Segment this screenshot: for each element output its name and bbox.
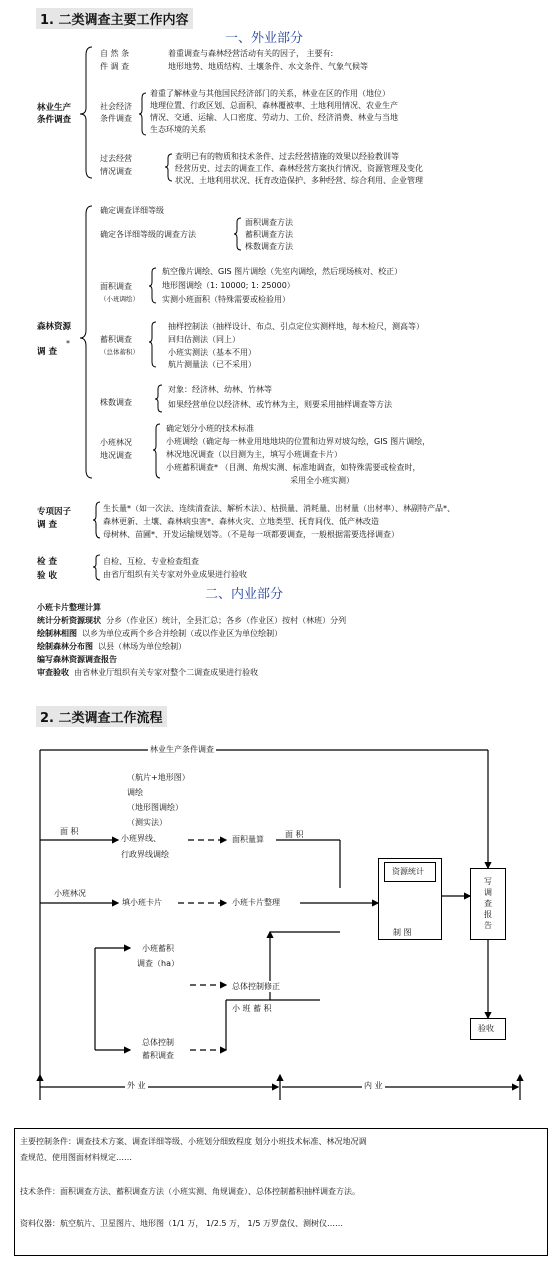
vol-label-2: （总体蓄积） [100, 348, 139, 356]
vol-line: 小班实测法（基本不用） [168, 348, 256, 357]
past-line: 经营历史、过去的调查工作、森林经营方案执行情况、资源管理及变化 [175, 164, 423, 173]
resource-label-2: 调 查 [37, 347, 57, 357]
area-label-2: （小班调绘） [100, 295, 139, 303]
inner-item: 审查验收 由省林业厅组织有关专家对整个二调查成果进行验收 [37, 668, 259, 677]
note-line: 查规范、使用图面材料规定…… [20, 1153, 132, 1162]
map-label: 制 图 [393, 928, 412, 937]
natural-label: 自 然 条 [100, 49, 130, 58]
sub-line: 采用全小班实测） [290, 476, 354, 485]
special-label: 专项因子 [37, 507, 72, 517]
inner-item: 统计分析资源现状 分乡（作业区）统计，全县汇总；各乡（作业区）按村（林班）分列 [37, 616, 347, 625]
past-line: 状况、土地利用状况、抚育改造保护、多种经营、综合利用、企业管理 [175, 176, 423, 185]
forest-cond-label-2: 条件调查 [37, 115, 72, 125]
area-node: 面 积 [60, 827, 79, 836]
photo-line: （地形图调绘） [127, 803, 183, 812]
total-ctrl-line: 总体控制 [142, 1038, 174, 1047]
check-label-2: 验 收 [37, 571, 57, 581]
inner-item: 编写森林资源调查报告 [37, 655, 117, 664]
area-line: 地形图调绘（1: 10000; 1: 25000） [162, 281, 295, 290]
special-line: 森林更新、土壤、森林病虫害*、森林火灾、立地类型、抚育间伐、低产林改造 [103, 517, 379, 526]
total-fix-node: 总体控制修正 [232, 982, 280, 991]
photo-line: 行政界线调绘 [121, 850, 169, 859]
section1-title: 1. 二类调查主要工作内容 [36, 8, 193, 29]
section2-title: 2. 二类调查工作流程 [36, 706, 167, 727]
special-line: 生长量*（如一次法、连续清查法、解析木法）、枯损量、消耗量、出材量（出材率）、林副特产品*、 [103, 504, 455, 513]
forest-cond-label: 林业生产 [37, 103, 72, 113]
sub-label-2: 地况调查 [100, 451, 132, 460]
sub-line: 林况地况调查（以目测为主，填写小班调查卡片） [166, 450, 342, 459]
method-item: 株数调查方法 [245, 242, 293, 251]
grade-line: 确定调查详细等级 [100, 206, 164, 215]
area-small-label: 面 积 [285, 830, 304, 839]
area-line: 实测小班面积（特殊需要或检验用） [162, 295, 290, 304]
count-line: 对象：经济林、幼林、竹林等 [168, 385, 272, 394]
check-line: 自检、互检、专业检查组查 [103, 557, 199, 566]
photo-line: 调绘 [127, 788, 143, 797]
social-label: 社会经济 [100, 102, 132, 111]
report-label: 写 调 查 报 告 [484, 877, 492, 930]
resource-star: * [66, 339, 70, 348]
special-line: 母树林、苗圃*、开发运输规划等。（不是每一项都要调查，一般根据需要选择调查） [103, 530, 399, 539]
note-line: 主要控制条件：调查技术方案、调查详细等级、小班划分细致程度 划分小班技术标准、林况地况调 [20, 1137, 367, 1146]
social-line: 地理位置、行政区划、总面积、森林覆被率、土地利用情况、农业生产 [150, 101, 398, 110]
past-line: 查明已有的物质和技术条件、过去经营措施的效果以经验教训等 [175, 152, 399, 161]
method-item: 面积调查方法 [245, 218, 293, 227]
check-line: 由省厅组织有关专家对外业成果进行验收 [103, 570, 247, 579]
sub-label: 小班林况 [100, 438, 132, 447]
inner-item: 绘制林相图 以乡为单位或两个乡合并绘制（或以作业区为单位绘制） [37, 629, 283, 638]
vol-line: 回归估测法（同上） [168, 335, 240, 344]
vol-box-line: 小班蓄积 [142, 944, 174, 953]
natural-label-2: 件 调 查 [100, 62, 130, 71]
method-item: 蓄积调查方法 [245, 230, 293, 239]
total-ctrl-line: 蓄积调查 [142, 1051, 174, 1060]
note-line: 技术条件：面积调查方法、蓄积调查方法（小班实测、角规调查）、总体控制蓄积抽样调查方法。 [20, 1187, 360, 1196]
inner-part-heading: 二、内业部分 [205, 587, 284, 602]
forest-cond-node: 林业生产条件调查 [150, 745, 214, 754]
social-line: 情况、交通、运输、人口密度、劳动力、工价、经济消费、林业与当地 [150, 113, 398, 122]
photo-line: （测实法） [127, 818, 167, 827]
sub-line: 小班调绘（确定每一林业用地地块的位置和边界对坡勾绘，GIS 图片调绘， [166, 437, 431, 446]
social-line: 着重了解林业与其他国民经济部门的关系，林业在区的作用（地位） [150, 89, 390, 98]
natural-desc-2: 地形地势、地质结构、土壤条件、水文条件、气象气候等 [168, 62, 368, 71]
vol-label: 蓄积调查 [100, 335, 132, 344]
check-label: 检 查 [37, 557, 57, 567]
outer-work-label: 外 业 [127, 1081, 146, 1090]
vol-line: 航片测量法（已不采用） [168, 360, 256, 369]
photo-line: （航片+地形图） [127, 773, 190, 782]
sub-line: 小班蓄积调查* （目测、角规实测、标准地调查，如特殊需要或检查时， [166, 463, 421, 472]
count-line: 如果经营单位以经济林、或竹林为主，则要采用抽样调查等方法 [168, 400, 392, 409]
method-line: 确定各详细等级的调查方法 [100, 230, 196, 239]
resource-label: 森林资源 [37, 322, 72, 332]
sub-vol-label: 小 班 蓄 积 [232, 1004, 272, 1013]
special-label-2: 调 查 [37, 520, 57, 530]
area-label: 面积调查 [100, 282, 132, 291]
inner-work-label: 内 业 [364, 1081, 383, 1090]
inner-item: 绘制森林分布图 以县（林场为单位绘制） [37, 642, 187, 651]
accept-label: 验收 [478, 1024, 494, 1033]
past-label: 过去经营 [100, 154, 132, 163]
vol-line: 抽样控制法（抽样设计、布点、引点定位实测样地，每木检尺，测高等） [168, 322, 424, 331]
photo-line: 小班界线、 [121, 834, 161, 843]
field-part-heading: 一、外业部分 [225, 31, 304, 46]
sub-line: 确定划分小班的技术标准 [166, 424, 254, 433]
inner-item: 小班卡片整理计算 [37, 603, 101, 612]
area-line: 航空像片调绘、GIS 图片调绘（先室内调绘，然后现场核对、校正） [162, 267, 403, 276]
natural-desc: 着重调查与森林经营活动有关的因子， 主要有: [168, 49, 334, 58]
past-label-2: 情况调查 [100, 167, 132, 176]
resource-stat-label: 资源统计 [392, 867, 424, 876]
social-line: 生态环境的关系 [150, 125, 206, 134]
card-org-node: 小班卡片整理 [232, 898, 280, 907]
note-line: 资料仪器：航空航片、卫星图片、地形图（1/1 万， 1/2.5 万， 1/5 万罗盘仪、测树仪…… [20, 1219, 343, 1228]
area-calc-node: 面积量算 [232, 835, 264, 844]
count-label: 株数调查 [100, 398, 132, 407]
vol-box-line: 调查（ha） [137, 959, 179, 968]
fill-card-node: 填小班卡片 [122, 898, 162, 907]
sub-node: 小班林况 [54, 889, 86, 898]
social-label-2: 条件调查 [100, 114, 132, 123]
